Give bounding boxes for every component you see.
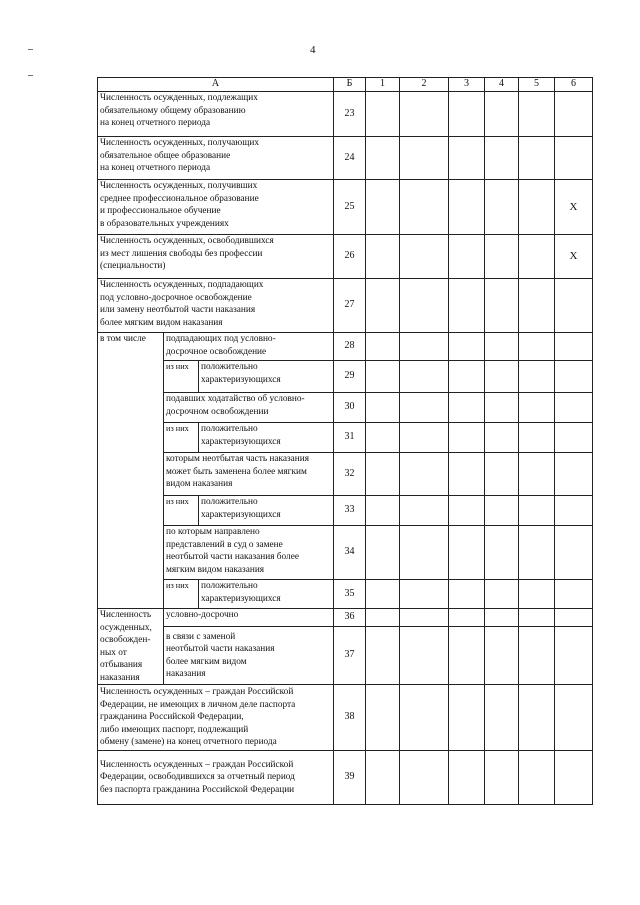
data-cell[interactable] xyxy=(519,92,555,137)
table-row xyxy=(98,92,593,137)
data-cell[interactable] xyxy=(519,423,555,453)
row-label: условно-досрочно xyxy=(164,609,334,627)
data-cell[interactable] xyxy=(485,453,519,496)
row-label: по которым направлено представлений в суд о замене неотбытой части наказания более мягким видом наказания xyxy=(164,526,334,580)
data-cell[interactable] xyxy=(366,685,400,751)
table-row xyxy=(98,609,593,627)
data-cell[interactable] xyxy=(449,92,485,137)
table-row xyxy=(98,685,593,751)
data-cell[interactable] xyxy=(519,580,555,609)
row-code: 33 xyxy=(334,496,366,526)
data-cell[interactable] xyxy=(449,453,485,496)
margin-mark xyxy=(28,75,33,76)
row-code: 28 xyxy=(334,333,366,361)
data-cell[interactable] xyxy=(366,609,400,627)
data-cell[interactable] xyxy=(449,137,485,180)
row-label: Численность осужденных, подлежащих обязательному общему образованию на конец отчетного периода xyxy=(98,92,334,137)
row-label: Численность осужденных, получивших среднее профессиональное образование и профессиональное обучение в образовательных учреждениях xyxy=(98,180,334,235)
data-cell[interactable] xyxy=(485,137,519,180)
data-cell[interactable] xyxy=(485,526,519,580)
row-code: 27 xyxy=(334,279,366,333)
data-cell[interactable] xyxy=(485,180,519,235)
table-row xyxy=(98,333,593,361)
data-cell[interactable] xyxy=(555,580,593,609)
table-row xyxy=(98,279,593,333)
table-row xyxy=(98,751,593,805)
row-code: 38 xyxy=(334,685,366,751)
table-row xyxy=(98,137,593,180)
header-col-6: 6 xyxy=(555,78,593,92)
data-cell[interactable] xyxy=(366,92,400,137)
data-cell[interactable] xyxy=(400,235,449,279)
row-label: подавших ходатайство об условно- досрочном освобождении xyxy=(164,393,334,423)
data-cell[interactable] xyxy=(485,627,519,685)
data-cell[interactable] xyxy=(366,423,400,453)
data-cell[interactable] xyxy=(400,393,449,423)
data-cell[interactable] xyxy=(366,453,400,496)
row-code: 39 xyxy=(334,751,366,805)
data-cell[interactable] xyxy=(519,361,555,393)
data-cell[interactable] xyxy=(366,180,400,235)
data-cell[interactable] xyxy=(449,361,485,393)
row-code: 23 xyxy=(334,92,366,137)
data-cell[interactable] xyxy=(449,180,485,235)
data-cell[interactable] xyxy=(449,279,485,333)
table-row xyxy=(98,526,593,580)
data-cell[interactable] xyxy=(485,609,519,627)
data-cell[interactable] xyxy=(400,751,449,805)
row-code: 25 xyxy=(334,180,366,235)
data-cell[interactable] xyxy=(485,685,519,751)
data-cell[interactable] xyxy=(519,333,555,361)
of-them-label: из них xyxy=(164,423,199,453)
data-cell[interactable] xyxy=(366,526,400,580)
table-row xyxy=(98,496,593,526)
header-row xyxy=(98,78,593,92)
data-cell[interactable] xyxy=(366,580,400,609)
data-cell[interactable] xyxy=(485,496,519,526)
data-cell[interactable] xyxy=(555,685,593,751)
data-cell[interactable] xyxy=(555,751,593,805)
data-cell[interactable] xyxy=(449,751,485,805)
data-cell[interactable] xyxy=(400,137,449,180)
row-label: подпадающих под условно- досрочное освобождение xyxy=(164,333,334,361)
data-cell[interactable] xyxy=(366,751,400,805)
header-col-5: 5 xyxy=(519,78,555,92)
data-cell[interactable] xyxy=(400,92,449,137)
not-applicable-mark: Х xyxy=(555,180,593,235)
row-label: которым неотбытая часть наказания может быть заменена более мягким видом наказания xyxy=(164,453,334,496)
header-col-a: А xyxy=(98,78,334,92)
row-code: 30 xyxy=(334,393,366,423)
table-row xyxy=(98,453,593,496)
data-cell[interactable] xyxy=(400,180,449,235)
data-cell[interactable] xyxy=(449,627,485,685)
table-row xyxy=(98,627,593,685)
data-cell[interactable] xyxy=(485,279,519,333)
row-code: 29 xyxy=(334,361,366,393)
data-cell[interactable] xyxy=(519,685,555,751)
data-cell[interactable] xyxy=(485,235,519,279)
data-cell[interactable] xyxy=(555,361,593,393)
data-cell[interactable] xyxy=(400,453,449,496)
data-cell[interactable] xyxy=(400,627,449,685)
data-cell[interactable] xyxy=(366,279,400,333)
data-cell[interactable] xyxy=(555,137,593,180)
row-code: 36 xyxy=(334,609,366,627)
row-label: в связи с заменой неотбытой части наказания более мягким видом наказания xyxy=(164,627,334,685)
data-cell[interactable] xyxy=(555,526,593,580)
margin-mark xyxy=(28,49,33,50)
row-label: положительно характеризующихся xyxy=(199,496,334,526)
data-cell[interactable] xyxy=(366,393,400,423)
header-col-b: Б xyxy=(334,78,366,92)
row-label: Численность осужденных – граждан Российской Федерации, не имеющих в личном деле паспорта гражданина Российской Федерации, либо имеющих паспорт, подлежащий обмену (замене) на конец отчетного периода xyxy=(98,685,334,751)
data-cell[interactable] xyxy=(449,423,485,453)
data-cell[interactable] xyxy=(400,496,449,526)
table-row xyxy=(98,393,593,423)
data-cell[interactable] xyxy=(400,279,449,333)
data-cell[interactable] xyxy=(519,496,555,526)
group-label-released: Численность осужденных, освобожден- ных от отбывания наказания xyxy=(98,609,164,685)
row-code: 26 xyxy=(334,235,366,279)
data-cell[interactable] xyxy=(519,279,555,333)
data-cell[interactable] xyxy=(555,333,593,361)
data-cell[interactable] xyxy=(485,92,519,137)
data-cell[interactable] xyxy=(519,137,555,180)
data-cell[interactable] xyxy=(366,627,400,685)
data-cell[interactable] xyxy=(485,580,519,609)
data-cell[interactable] xyxy=(555,453,593,496)
of-them-label: из них xyxy=(164,580,199,609)
table-row xyxy=(98,423,593,453)
row-label: Численность осужденных – граждан Российской Федерации, освободившихся за отчетный период без паспорта гражданина Российской Федерации xyxy=(98,751,334,805)
header-col-3: 3 xyxy=(449,78,485,92)
data-cell[interactable] xyxy=(400,423,449,453)
data-cell[interactable] xyxy=(519,180,555,235)
data-cell[interactable] xyxy=(400,361,449,393)
data-cell[interactable] xyxy=(555,423,593,453)
data-cell[interactable] xyxy=(485,361,519,393)
data-cell[interactable] xyxy=(449,235,485,279)
data-cell[interactable] xyxy=(519,526,555,580)
row-label: Численность осужденных, освободившихся из мест лишения свободы без профессии (специальности) xyxy=(98,235,334,279)
row-label: Численность осужденных, получающих обязательное общее образование на конец отчетного периода xyxy=(98,137,334,180)
statistics-form-table xyxy=(97,77,593,805)
data-cell[interactable] xyxy=(366,333,400,361)
header-col-2: 2 xyxy=(400,78,449,92)
page-number: 4 xyxy=(310,44,316,56)
row-code: 24 xyxy=(334,137,366,180)
data-cell[interactable] xyxy=(555,496,593,526)
data-cell[interactable] xyxy=(449,393,485,423)
row-code: 35 xyxy=(334,580,366,609)
data-cell[interactable] xyxy=(485,423,519,453)
header-col-4: 4 xyxy=(485,78,519,92)
data-cell[interactable] xyxy=(400,685,449,751)
data-cell[interactable] xyxy=(519,609,555,627)
header-col-1: 1 xyxy=(366,78,400,92)
group-label-in-that-number: в том числе xyxy=(98,333,164,609)
data-cell[interactable] xyxy=(449,685,485,751)
row-label: положительно характеризующихся xyxy=(199,580,334,609)
data-cell[interactable] xyxy=(555,393,593,423)
data-cell[interactable] xyxy=(400,609,449,627)
row-code: 32 xyxy=(334,453,366,496)
data-cell[interactable] xyxy=(449,333,485,361)
row-code: 34 xyxy=(334,526,366,580)
data-cell[interactable] xyxy=(400,580,449,609)
data-cell[interactable] xyxy=(366,361,400,393)
data-cell[interactable] xyxy=(485,333,519,361)
table-row xyxy=(98,235,593,279)
data-cell[interactable] xyxy=(485,393,519,423)
data-cell[interactable] xyxy=(366,496,400,526)
data-cell[interactable] xyxy=(449,496,485,526)
table-row xyxy=(98,361,593,393)
data-cell[interactable] xyxy=(519,627,555,685)
not-applicable-mark: Х xyxy=(555,235,593,279)
data-cell[interactable] xyxy=(485,751,519,805)
row-code: 31 xyxy=(334,423,366,453)
data-cell[interactable] xyxy=(366,137,400,180)
row-label: положительно характеризующихся xyxy=(199,361,334,393)
data-cell[interactable] xyxy=(400,526,449,580)
data-cell[interactable] xyxy=(555,627,593,685)
table-row xyxy=(98,580,593,609)
data-cell[interactable] xyxy=(519,453,555,496)
row-code: 37 xyxy=(334,627,366,685)
table-row xyxy=(98,180,593,235)
data-cell[interactable] xyxy=(400,333,449,361)
row-label: Численность осужденных, подпадающих под условно-досрочное освобождение или замену неотбытой части наказания более мягким видом наказания xyxy=(98,279,334,333)
data-cell[interactable] xyxy=(449,580,485,609)
of-them-label: из них xyxy=(164,496,199,526)
data-cell[interactable] xyxy=(519,751,555,805)
data-cell[interactable] xyxy=(519,235,555,279)
row-label: положительно характеризующихся xyxy=(199,423,334,453)
data-cell[interactable] xyxy=(555,609,593,627)
data-cell[interactable] xyxy=(555,92,593,137)
data-cell[interactable] xyxy=(449,609,485,627)
data-cell[interactable] xyxy=(555,279,593,333)
data-cell[interactable] xyxy=(449,526,485,580)
data-cell[interactable] xyxy=(519,393,555,423)
data-cell[interactable] xyxy=(366,235,400,279)
of-them-label: из них xyxy=(164,361,199,393)
